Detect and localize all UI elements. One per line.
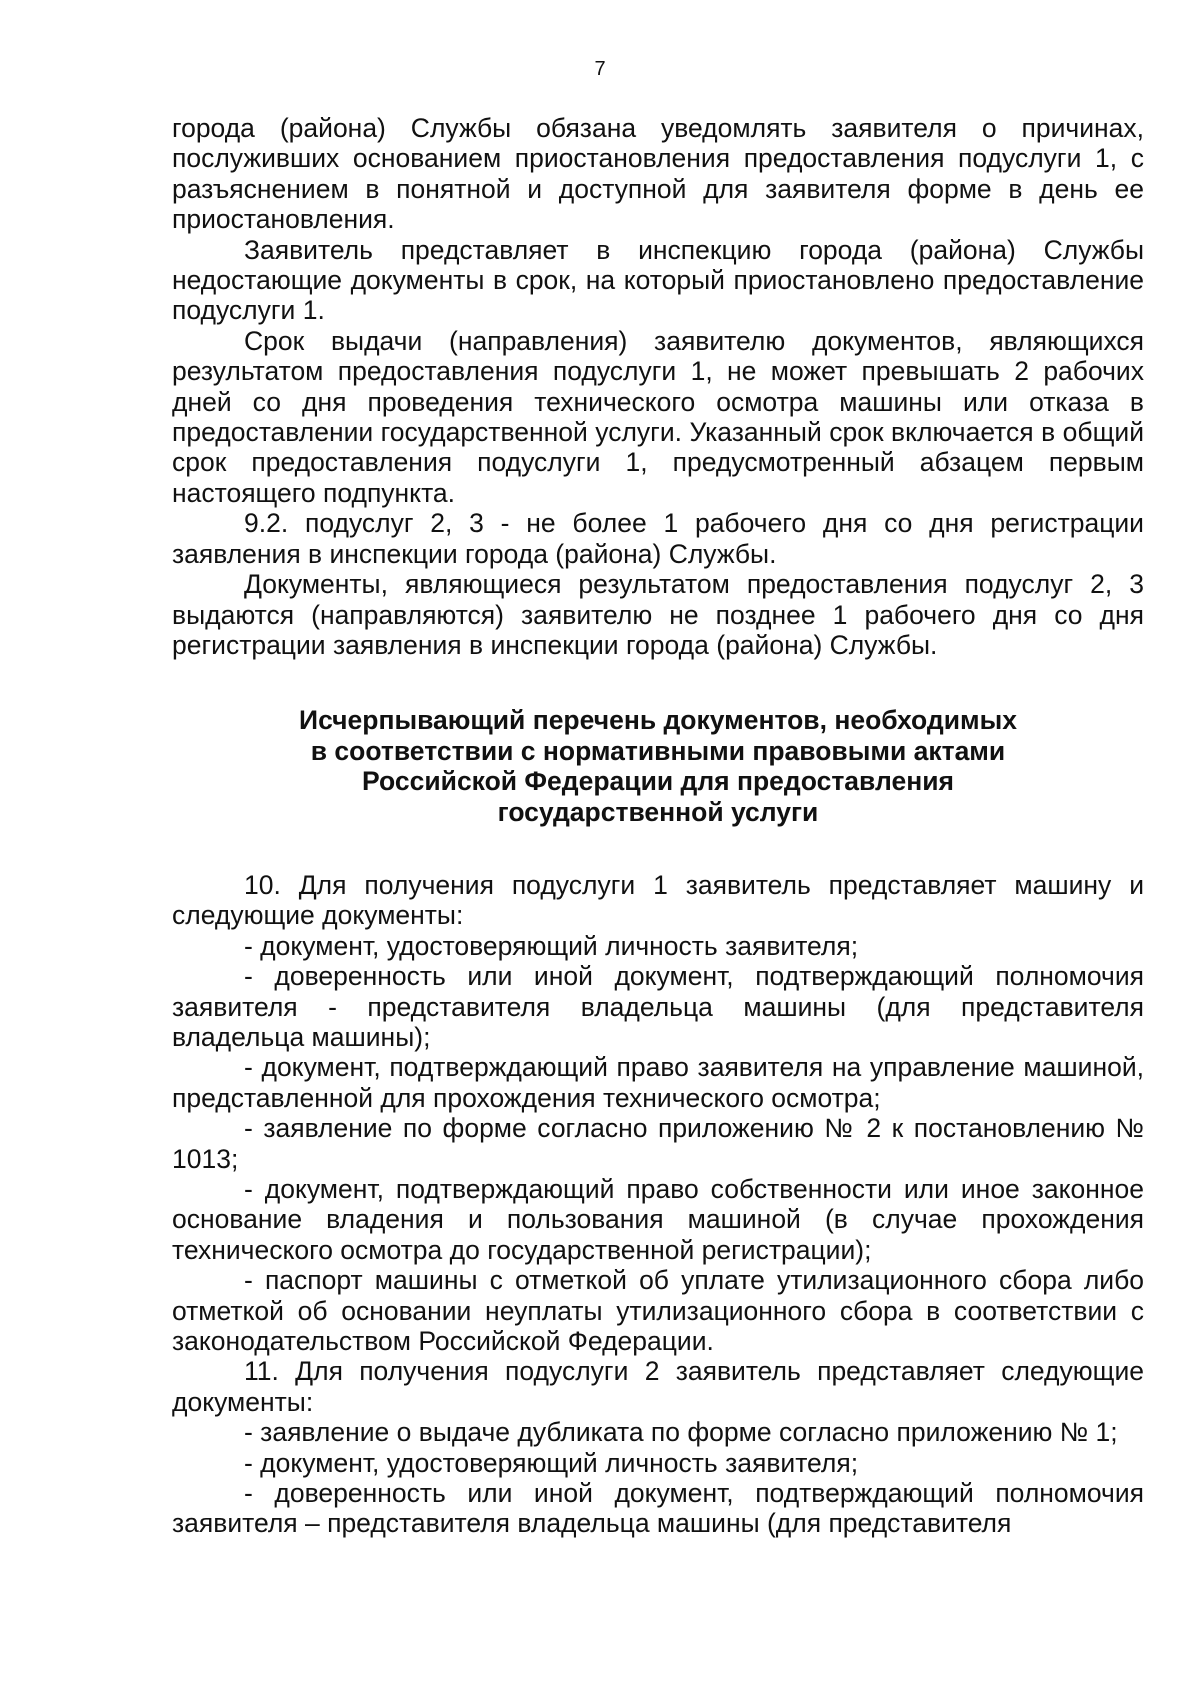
paragraph-9-2: 9.2. подуслуг 2, 3 - не более 1 рабочего дня со дня регистрации заявления в инспекции города (района) Службы. <box>172 508 1144 569</box>
paragraph-issuance-term: Срок выдачи (направления) заявителю документов, являющихся результатом предоставления подуслуги 1, не может превышать 2 рабочих дней со дня проведения технического осмотра машины или отказа в предоставлении государственной услуги. Указанный срок включается в общий срок предоставления подуслуги 1, предусмотренный абзацем первым настоящего подпункта. <box>172 325 1144 508</box>
paragraph-continuation: города (района) Службы обязана уведомлять заявителя о причинах, послуживших основанием приостановления предоставления подуслуги 1, с разъяснением в понятной и доступной для заявителя форме в день ее приостановления. <box>172 113 1144 235</box>
paragraph-10: 10. Для получения подуслуги 1 заявитель представляет машину и следующие документы: <box>172 869 1144 931</box>
document-body <box>172 113 1144 1539</box>
list-item: - документ, подтверждающий право собственности или иное законное основание владения и пользования машиной (в случае прохождения технического осмотра до государственной регистрации); <box>172 1174 1144 1265</box>
list-item: - доверенность или иной документ, подтверждающий полномочия заявителя – представителя владельца машины (для представителя <box>172 1478 1144 1539</box>
list-item: - паспорт машины с отметкой об уплате утилизационного сбора либо отметкой об основании неуплаты утилизационного сбора в соответствии с законодательством Российской Федерации. <box>172 1265 1144 1357</box>
heading-line: Российской Федерации для предоставления <box>362 766 954 797</box>
list-item: - документ, удостоверяющий личность заявителя; <box>244 930 859 961</box>
heading-line: Исчерпывающий перечень документов, необходимых <box>299 705 1017 736</box>
list-item: - заявление по форме согласно приложению № 2 к постановлению № 1013; <box>172 1113 1144 1174</box>
section-heading <box>172 705 1144 827</box>
list-item: - документ, подтверждающий право заявителя на управление машиной, представленной для прохождения технического осмотра; <box>172 1052 1144 1113</box>
heading-line: в соответствии с нормативными правовыми актами <box>310 735 1006 766</box>
paragraph-missing-documents: Заявитель представляет в инспекцию города (района) Службы недостающие документы в срок, на который приостановлено предоставление подуслуги 1. <box>172 234 1144 326</box>
list-item: - документ, удостоверяющий личность заявителя; <box>244 1447 859 1478</box>
paragraph-11: 11. Для получения подуслуги 2 заявитель представляет следующие документы: <box>172 1356 1144 1417</box>
list-item: - доверенность или иной документ, подтверждающий полномочия заявителя - представителя владельца машины (для представителя владельца машины); <box>172 961 1144 1052</box>
heading-line: государственной услуги <box>497 796 819 827</box>
paragraph-result-documents: Документы, являющиеся результатом предоставления подуслуг 2, 3 выдаются (направляются) заявителю не позднее 1 рабочего дня со дня регистрации заявления в инспекции города (района) Службы. <box>172 569 1144 660</box>
list-item: - заявление о выдаче дубликата по форме согласно приложению № 1; <box>244 1417 1118 1448</box>
page-number: 7 <box>594 58 606 80</box>
